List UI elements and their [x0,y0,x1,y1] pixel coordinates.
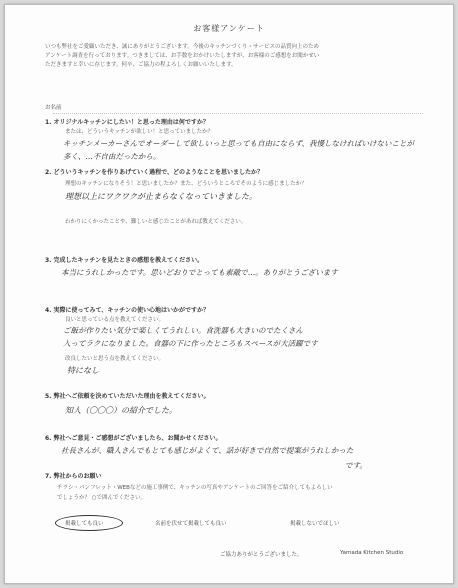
option-do-not-publish[interactable]: 掲載しないでほしい [290,521,340,527]
question-4: 4. 実際に使ってみて、キッチンの使い心地はいかがですか？ [45,307,210,314]
question-4-sub: 改良したいと思う点を教えてください。 [65,356,165,362]
handwritten-answer: 社長さんが、職人さんでもとても感じがよくて、話が好きで自然で提案がうれしかった [61,446,354,455]
name-label: お名前 [45,105,62,111]
handwritten-answer: キッチンメーカーさんでオーダーして欲しいっと思っても自由にならず、我慢しなければいけないことが [63,139,414,148]
question-7-sub: でしょうか？ ○で囲んでください。 [57,495,147,501]
question-3: 3. 完成したキッチンを見たときの感想を教えてください。 [45,257,204,264]
survey-sheet [4,4,454,584]
question-4-sub: 良いと思っている点を教えてください。 [65,317,165,323]
intro-line: アンケート調査を行っております。つきましては、お手数をおかけいたしますが、お客様のご感想をお聞かせい [45,53,320,59]
handwritten-answer: 特になし [67,366,99,375]
question-1-sub: または、どういうキッチンが欲しい！と思っていましたか？ [65,129,214,135]
question-5: 5. 弊社へご依頼を決めていただいた理由を教えてください。 [45,393,210,400]
page-title: お客様アンケート [193,24,265,33]
footer-thanks: ご協力ありがとうございました。 [220,552,303,558]
option-publish-ok[interactable]: 掲載しても良い [65,521,104,527]
handwritten-answer: ご飯が作りたい気分で楽しくてうれしい。食洗器も大きいのでたくさん [63,326,303,335]
handwritten-answer: です。 [345,461,367,470]
intro-line: ただきますと幸いに存じます。何卒、ご協力の程よろしくお願いいたします。 [45,62,237,68]
handwritten-answer: 多く、…不自由だったから。 [63,152,161,161]
question-6: 6. 弊社へご意見・ご感想がございましたら、お聞かせください。 [45,435,222,442]
handwritten-answer: 知人（〇〇〇）の紹介でした。 [65,406,177,415]
question-2-sub: 理想のキッチンになりそう！と思いましたか？また、どういうところでそのように感じましたか？ [65,181,307,187]
handwritten-answer: 本当にうれしかったです。思いどおりでとっても素敵で…。ありがとうございます [61,268,338,277]
name-rule [53,113,423,114]
question-2: 2. どういうキッチンを作りあげていく過程で、どのようなことを思いましたか？ [45,169,264,176]
question-7: 7. 弊社からのお願い [45,473,102,480]
question-7-sub: チラシ・パンフレット・WEBなどの施工事例で、キッチンの写真やアンケートのご回答をご紹介してもよろしい [57,485,333,491]
question-1: 1. オリジナルキッチンにしたい！と思った理由は何ですか？ [45,119,209,126]
option-publish-anonymous[interactable]: 名前を伏せて掲載しても良い [155,521,227,527]
footer-company: Yamada Kitchen Studio [340,550,404,556]
handwritten-answer: 入ってラクになりました。食器の下に作ったところもスペースが大活躍です [63,339,318,348]
question-2-sub: わかりにくかったことや、難しいと感じたことがあれば教えてください。 [65,219,247,225]
intro-line: いつも弊社をご愛顧いただき、誠にありがとうございます。今後のキッチンづくり・サービスの品質向上のため [45,44,319,50]
handwritten-answer: 理想以上にワクワクが止まらなくなっていきました。 [65,192,257,201]
intro-text [45,43,425,70]
